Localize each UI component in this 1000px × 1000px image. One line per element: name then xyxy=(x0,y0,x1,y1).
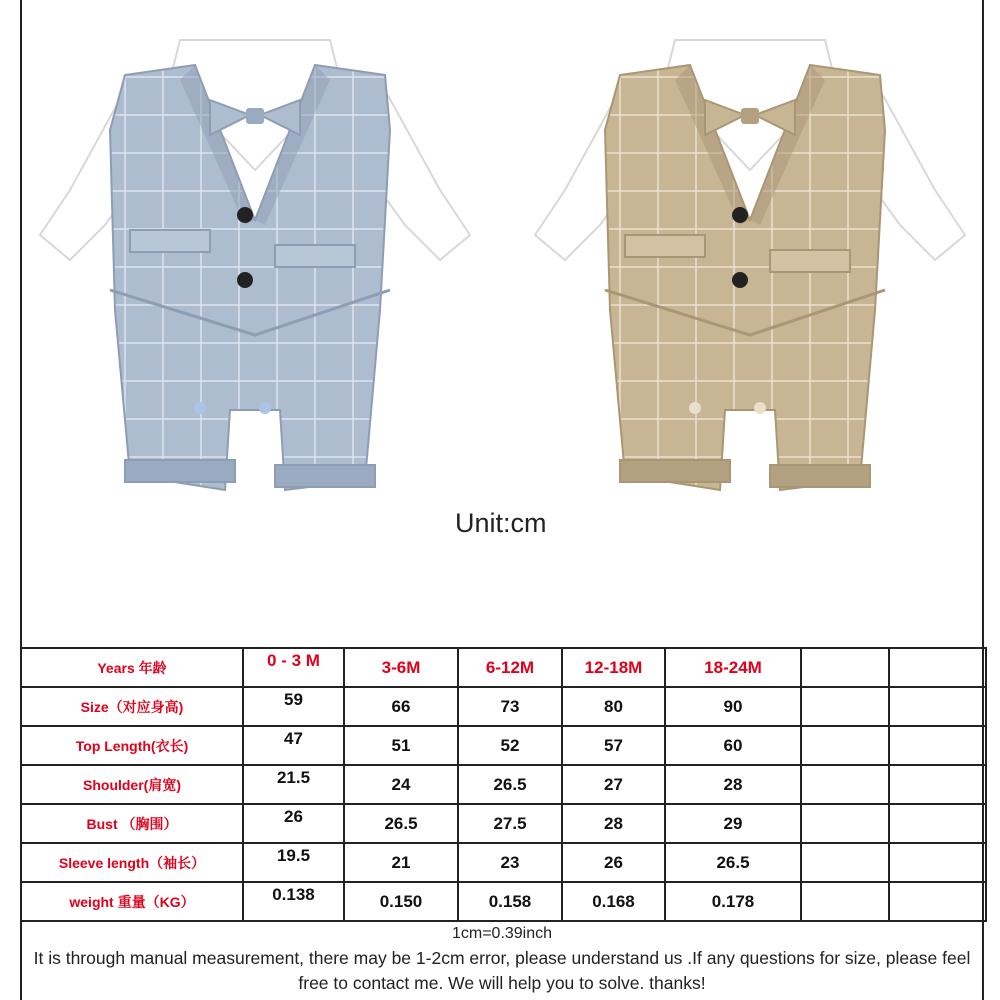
table-cell: 59 xyxy=(243,687,344,726)
column-header xyxy=(889,648,986,687)
table-cell: 47 xyxy=(243,726,344,765)
table-cell: 21.5 xyxy=(243,765,344,804)
table-cell: 28 xyxy=(562,804,665,843)
measurement-notes xyxy=(20,924,984,996)
table-header-row xyxy=(21,648,986,687)
table-cell: 23 xyxy=(458,843,562,882)
table-cell xyxy=(889,687,986,726)
table-cell: 0.178 xyxy=(665,882,801,921)
table-cell xyxy=(889,726,986,765)
table-cell: 60 xyxy=(665,726,801,765)
table-cell: 57 xyxy=(562,726,665,765)
table-cell: 26.5 xyxy=(344,804,458,843)
row-label: weight 重量（KG） xyxy=(21,882,243,921)
measurement-disclaimer: It is through manual measurement, there may be 1-2cm error, please understand us .If any questions for size, please feel free to contact me. We will help you to solve. thanks! xyxy=(33,948,971,993)
column-header: 18-24M xyxy=(665,648,801,687)
romper-illustration-blue xyxy=(30,20,480,510)
unit-conversion-note: 1cm=0.39inch xyxy=(451,925,553,942)
table-cell: 26 xyxy=(243,804,344,843)
table-cell: 27.5 xyxy=(458,804,562,843)
table-row xyxy=(21,765,986,804)
table-cell: 24 xyxy=(344,765,458,804)
table-cell: 52 xyxy=(458,726,562,765)
table-cell: 29 xyxy=(665,804,801,843)
table-cell xyxy=(801,882,889,921)
table-cell: 0.138 xyxy=(243,882,344,921)
romper-illustration-beige xyxy=(525,20,975,510)
unit-label: Unit:cm xyxy=(455,508,547,538)
table-row xyxy=(21,687,986,726)
table-cell: 0.168 xyxy=(562,882,665,921)
table-cell: 80 xyxy=(562,687,665,726)
table-cell: 73 xyxy=(458,687,562,726)
table-cell: 0.150 xyxy=(344,882,458,921)
table-cell xyxy=(889,882,986,921)
table-cell xyxy=(801,726,889,765)
table-cell: 21 xyxy=(344,843,458,882)
table-cell xyxy=(801,843,889,882)
size-chart-table xyxy=(20,647,987,922)
row-label: Sleeve length（袖长） xyxy=(21,843,243,882)
header-label-cell: Years 年龄 xyxy=(21,648,243,687)
row-label: Shoulder(肩宽) xyxy=(21,765,243,804)
table-cell: 28 xyxy=(665,765,801,804)
table-row xyxy=(21,804,986,843)
table-cell xyxy=(889,765,986,804)
column-header: 6-12M xyxy=(458,648,562,687)
row-label: Size（对应身高) xyxy=(21,687,243,726)
table-cell xyxy=(801,765,889,804)
table-cell: 90 xyxy=(665,687,801,726)
table-cell: 19.5 xyxy=(243,843,344,882)
table-row xyxy=(21,843,986,882)
table-cell: 26 xyxy=(562,843,665,882)
row-label: Bust （胸围） xyxy=(21,804,243,843)
table-row xyxy=(21,726,986,765)
product-image-beige-romper xyxy=(525,20,975,510)
row-label: Top Length(衣长) xyxy=(21,726,243,765)
table-cell: 26.5 xyxy=(665,843,801,882)
table-cell xyxy=(889,804,986,843)
table-cell: 26.5 xyxy=(458,765,562,804)
table-cell: 27 xyxy=(562,765,665,804)
column-header xyxy=(801,648,889,687)
table-cell: 51 xyxy=(344,726,458,765)
column-header: 3-6M xyxy=(344,648,458,687)
table-cell: 66 xyxy=(344,687,458,726)
table-row xyxy=(21,882,986,921)
column-header: 0 - 3 M xyxy=(243,648,344,687)
product-image-blue-romper xyxy=(30,20,480,510)
table-cell xyxy=(889,843,986,882)
column-header: 12-18M xyxy=(562,648,665,687)
table-cell xyxy=(801,804,889,843)
table-cell: 0.158 xyxy=(458,882,562,921)
table-cell xyxy=(801,687,889,726)
